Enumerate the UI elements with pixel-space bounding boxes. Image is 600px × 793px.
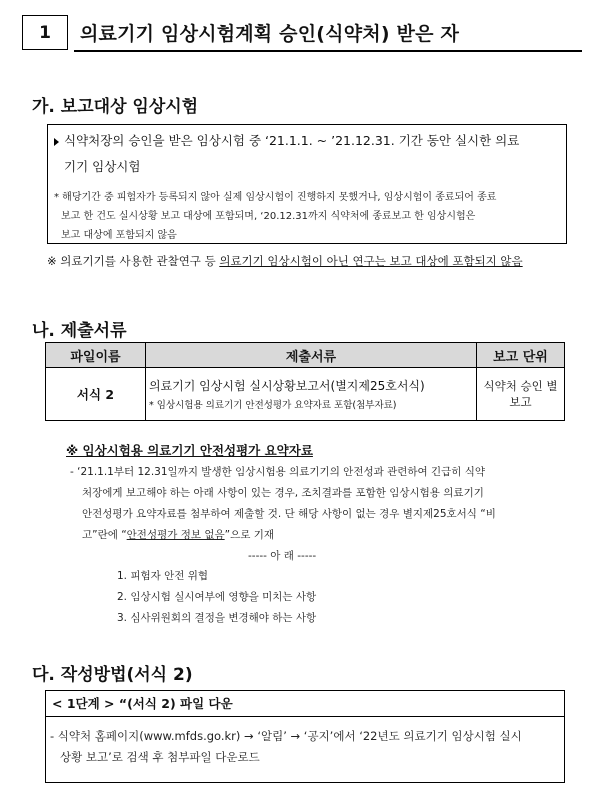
remark-underlined: 의료기기 임상시험이 아닌 연구는 보고 대상에 포함되지 않음 [219, 254, 523, 268]
page-title: 의료기기 임상시험계획 승인(식약처) 받은 자 [80, 23, 459, 45]
item-list [117, 566, 316, 629]
col-report-unit: 보고 단위 [477, 343, 565, 368]
section-b-heading: 나. 제출서류 [32, 321, 127, 341]
page-title-block [22, 15, 582, 52]
report-target-text-2: 기기 임상시험 [64, 159, 141, 174]
section-number: 1 [22, 15, 68, 50]
safety-summary-body: - ‘21.1.1부터 12.31일까지 발생한 임상시험용 의료기기의 안전성과 관련하여 긴급히 식약 처장에게 보고해야 하는 아래 사항이 있는 경우, 조치결과를 포함한 임상시험용 의료기기 안전성평가 요약자료를 첨부하여 제출할 것. 단 해당 사항이 없는 경우 별지제25호서식 “비 고”란에 “안전성평가 정보 없음”으로 기재 ----- 아 래 ----- [70, 462, 496, 567]
observational-study-remark: ※ 의료기기를 사용한 관찰연구 등 의료기기 임상시험이 아닌 연구는 보고 대상에 포함되지 않음 [47, 254, 523, 268]
step-instructions: - 식약처 홈페이지(www.mfds.go.kr) → ‘알림’ → ‘공지’에서 ‘22년도 의료기기 임상시험 실시 상황 보고’로 검색 후 첨부파일 다운로드 [50, 729, 522, 764]
bullet-icon [54, 138, 59, 146]
title-underline [74, 50, 582, 52]
cell-file: 서식 2 [46, 368, 146, 421]
col-document: 제출서류 [146, 343, 477, 368]
submission-table [45, 342, 565, 421]
cell-unit: 식약처 승인 별보고 [477, 368, 565, 421]
section-a-heading: 가. 보고대상 임상시험 [32, 97, 199, 117]
safety-summary-heading: ※ 임상시험용 의료기기 안전성평가 요약자료 [66, 443, 313, 458]
table-header-row [46, 343, 565, 368]
section-c-heading: 다. 작성방법(서식 2) [32, 665, 193, 685]
list-item: 3. 심사위원회의 결정을 변경해야 하는 사항 [117, 612, 317, 624]
step-header: < 1단계 > “(서식 2) 파일 다운 [46, 691, 564, 717]
below-marker: ----- 아 래 ----- [248, 550, 317, 562]
list-item: 2. 임상시험 실시여부에 영향을 미치는 사항 [117, 591, 317, 603]
report-note-3: 보고 대상에 포함되지 않음 [61, 230, 177, 241]
report-target-text-1: 식약처장의 승인을 받은 임상시험 중 ‘21.1.1. ~ ’21.12.31. 기간 동안 실시한 의료 [64, 133, 520, 148]
list-item: 1. 피험자 안전 위협 [117, 570, 209, 582]
col-file-name: 파일이름 [46, 343, 146, 368]
report-note-1: * 해당기간 중 피험자가 등록되지 않아 실제 임상시험이 진행하지 못했거나, 임상시험이 종료되어 종료 [54, 192, 497, 203]
cell-document: 의료기기 임상시험 실시상황보고서(별지제25호서식) * 임상시험용 의료기기 안전성평가 요약자료 포함(첨부자료) [146, 368, 477, 421]
table-row [46, 368, 565, 421]
method-box [45, 690, 565, 783]
report-target-box [47, 124, 567, 244]
report-note-2: 보고 한 건도 실시상황 보고 대상에 포함되며, ‘20.12.31까지 식약처에 종료보고 한 임상시험은 [61, 211, 476, 222]
